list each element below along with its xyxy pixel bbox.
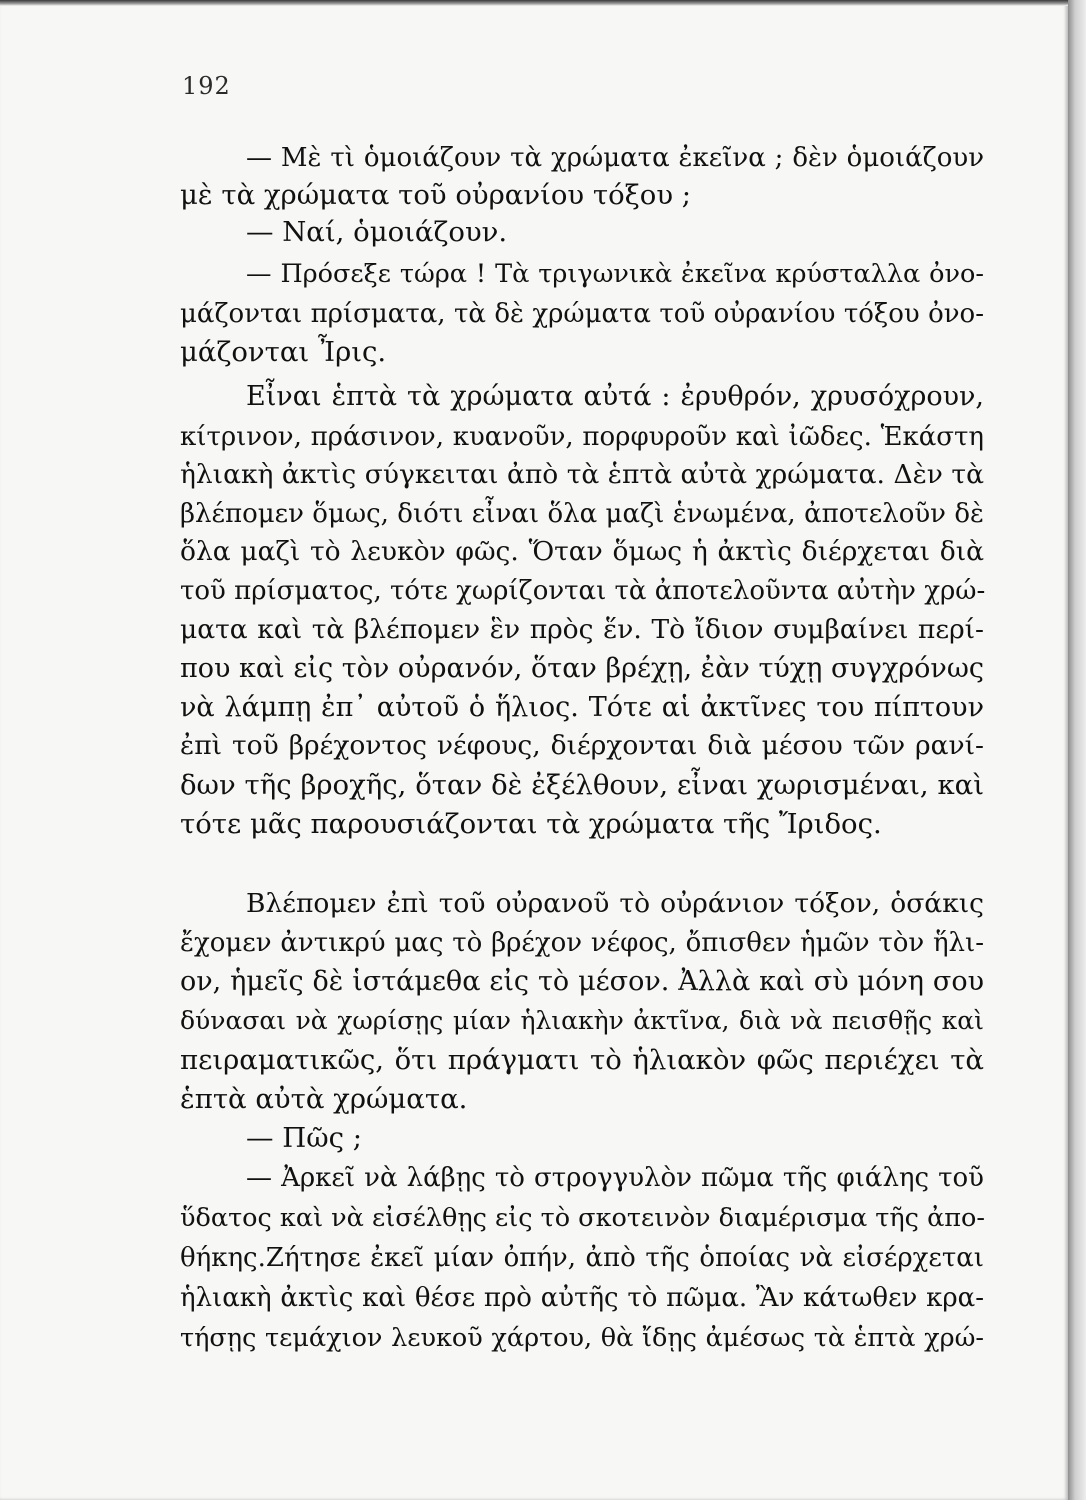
text-line: νὰ λάμπῃ ἐπ᾽ αὐτοῦ ὁ ἥλιος. Τότε αἱ ἀκτῖνες του πίπτουν bbox=[180, 692, 984, 723]
text-line: — Ναί, ὁμοιάζουν. bbox=[246, 216, 508, 248]
text-line: μάζονται πρίσματα, τὰ δὲ χρώματα τοῦ οὐρανίου τόξου ὀνο- bbox=[180, 299, 984, 329]
text-line: τήσῃς τεμάχιον λευκοῦ χάρτου, θὰ ἴδῃς ἀμέσως τὰ ἑπτὰ χρώ- bbox=[180, 1323, 984, 1353]
text-line: ὅλα μαζὶ τὸ λευκὸν φῶς. Ὅταν ὅμως ἡ ἀκτὶς διέρχεται διὰ bbox=[180, 536, 984, 567]
text-line: ματα καὶ τὰ βλέπομεν ἓν πρὸς ἕν. Τὸ ἴδιον συμβαίνει περί- bbox=[180, 614, 984, 645]
text-line: βλέπομεν ὅμως, διότι εἶναι ὅλα μαζὶ ἑνωμένα, ἀποτελοῦν δὲ bbox=[180, 499, 984, 529]
text-line: τοῦ πρίσματος, τότε χωρίζονται τὰ ἀποτελοῦντα αὐτὴν χρώ- bbox=[180, 576, 986, 606]
text-line: τότε μᾶς παρουσιάζονται τὰ χρώματα τῆς Ἴριδος. bbox=[180, 808, 882, 840]
page-top-border bbox=[0, 0, 1068, 6]
text-line: μάζονται Ἶρις. bbox=[180, 336, 387, 368]
text-line: δων τῆς βροχῆς, ὅταν δὲ ἐξέλθουν, εἶναι χωρισμέναι, καὶ bbox=[180, 769, 984, 801]
text-line: ἐπὶ τοῦ βρέχοντος νέφους, διέρχονται διὰ μέσου τῶν ρανί- bbox=[180, 730, 984, 761]
text-line: Εἶναι ἑπτὰ τὰ χρώματα αὐτά : ἐρυθρόν, χρυσόχρουν, bbox=[246, 381, 984, 412]
text-line: Βλέπομεν ἐπὶ τοῦ οὐρανοῦ τὸ οὐράνιον τόξον, ὁσάκις bbox=[246, 888, 984, 919]
text-line: — Ἀρκεῖ νὰ λάβῃς τὸ στρογγυλὸν πῶμα τῆς φιάλης τοῦ bbox=[246, 1163, 984, 1193]
text-line: — Μὲ τὶ ὁμοιάζουν τὰ χρώματα ἐκεῖνα ; δὲν ὁμοιάζουν bbox=[246, 143, 984, 173]
text-line: ὕδατος καὶ νὰ εἰσέλθῃς εἰς τὸ σκοτεινὸν διαμέρισμα τῆς ἀπο- bbox=[180, 1203, 986, 1233]
text-line: πειραματικῶς, ὅτι πράγματι τὸ ἡλιακὸν φῶς περιέχει τὰ bbox=[180, 1044, 984, 1076]
text-line: ἔχομεν ἀντικρύ μας τὸ βρέχον νέφος, ὄπισθεν ἡμῶν τὸν ἥλι- bbox=[180, 928, 984, 958]
text-line: ἑπτὰ αὐτὰ χρώματα. bbox=[180, 1083, 468, 1115]
text-line: κίτρινον, πράσινον, κυανοῦν, πορφυροῦν καὶ ἰῶδες. Ἑκάστη bbox=[180, 422, 984, 452]
text-line: — Πρόσεξε τώρα ! Τὰ τριγωνικὰ ἐκεῖνα κρύσταλλα ὀνο- bbox=[246, 259, 984, 289]
text-line: ἡλιακὴ ἀκτὶς καὶ θέσε πρὸ αὐτῆς τὸ πῶμα. Ἂν κάτωθεν κρα- bbox=[180, 1283, 984, 1313]
text-line: μὲ τὰ χρώματα τοῦ οὐρανίου τόξου ; bbox=[180, 179, 692, 211]
text-line: που καὶ εἰς τὸν οὐρανόν, ὅταν βρέχῃ, ἐὰν τύχῃ συγχρόνως bbox=[180, 653, 984, 684]
text-line: θήκης.Ζήτησε ἐκεῖ μίαν ὀπήν, ἀπὸ τῆς ὁποίας νὰ εἰσέρχεται bbox=[180, 1243, 984, 1273]
text-line: — Πῶς ; bbox=[246, 1122, 363, 1154]
text-line: δύνασαι νὰ χωρίσῃς μίαν ἡλιακὴν ἀκτῖνα, διὰ νὰ πεισθῇς καὶ bbox=[180, 1006, 984, 1035]
page-edge-shadow bbox=[1068, 0, 1086, 1500]
page-number: 192 bbox=[182, 72, 231, 100]
text-line: ον, ἡμεῖς δὲ ἱστάμεθα εἰς τὸ μέσον. Ἀλλὰ καὶ σὺ μόνη σου bbox=[180, 966, 984, 997]
text-line: ἡλιακὴ ἀκτὶς σύγκειται ἀπὸ τὰ ἑπτὰ αὐτὰ χρώματα. Δὲν τὰ bbox=[180, 459, 984, 490]
